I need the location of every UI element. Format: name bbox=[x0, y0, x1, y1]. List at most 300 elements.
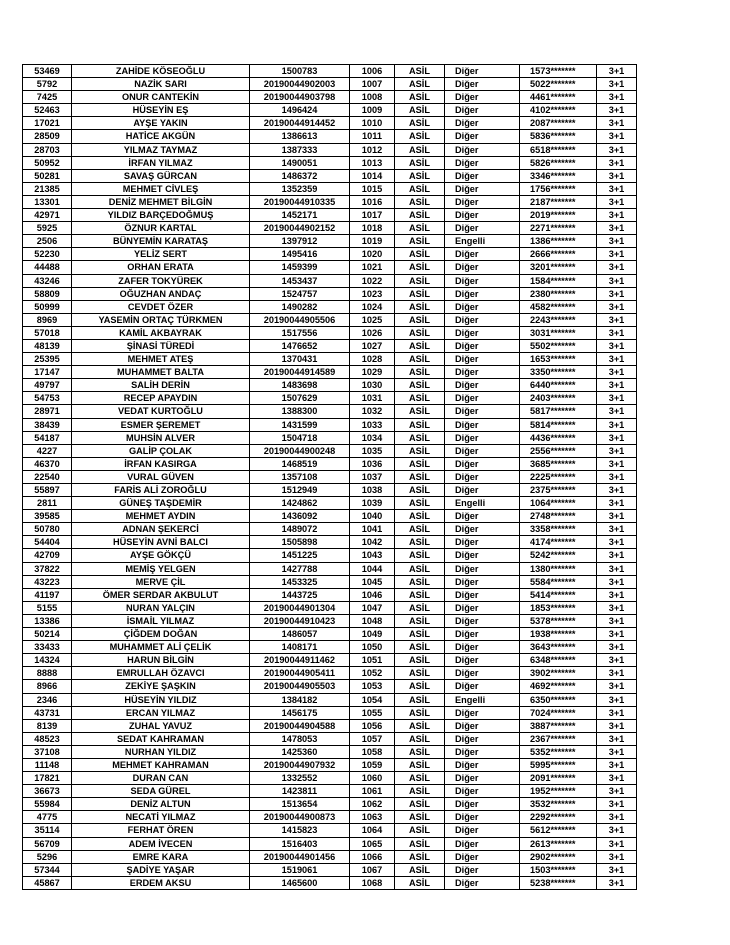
tc-no-cell: 2403******* bbox=[520, 392, 597, 405]
room-type-cell: 3+1 bbox=[597, 457, 637, 470]
table-row bbox=[23, 562, 637, 575]
name-cell: MEMİŞ YELGEN bbox=[72, 562, 250, 575]
name-cell: YELİZ SERT bbox=[72, 248, 250, 261]
table-row bbox=[23, 798, 637, 811]
room-type-cell: 3+1 bbox=[597, 601, 637, 614]
table-row bbox=[23, 65, 637, 78]
row-no-cell: 22540 bbox=[23, 470, 72, 483]
category-cell: Diğer bbox=[445, 65, 520, 78]
row-no-cell: 7425 bbox=[23, 91, 72, 104]
application-no-cell: 1431599 bbox=[250, 418, 350, 431]
status-cell: ASİL bbox=[395, 418, 445, 431]
row-no-cell: 43223 bbox=[23, 575, 72, 588]
table-row bbox=[23, 641, 637, 654]
name-cell: ZAFER TOKYÜREK bbox=[72, 274, 250, 287]
sira-no-cell: 1064 bbox=[350, 824, 395, 837]
name-cell: YILMAZ TAYMAZ bbox=[72, 143, 250, 156]
table-row bbox=[23, 182, 637, 195]
sira-no-cell: 1009 bbox=[350, 104, 395, 117]
row-no-cell: 54404 bbox=[23, 536, 72, 549]
application-no-cell: 1427788 bbox=[250, 562, 350, 575]
status-cell: ASİL bbox=[395, 641, 445, 654]
sira-no-cell: 1008 bbox=[350, 91, 395, 104]
row-no-cell: 5296 bbox=[23, 850, 72, 863]
sira-no-cell: 1049 bbox=[350, 628, 395, 641]
table-row bbox=[23, 549, 637, 562]
status-cell: ASİL bbox=[395, 824, 445, 837]
status-cell: ASİL bbox=[395, 431, 445, 444]
application-no-cell: 1495416 bbox=[250, 248, 350, 261]
name-cell: ŞADİYE YAŞAR bbox=[72, 863, 250, 876]
room-type-cell: 3+1 bbox=[597, 405, 637, 418]
name-cell: HARUN BİLGİN bbox=[72, 654, 250, 667]
status-cell: ASİL bbox=[395, 654, 445, 667]
row-no-cell: 8139 bbox=[23, 719, 72, 732]
tc-no-cell: 1952******* bbox=[520, 785, 597, 798]
room-type-cell: 3+1 bbox=[597, 130, 637, 143]
sira-no-cell: 1028 bbox=[350, 353, 395, 366]
room-type-cell: 3+1 bbox=[597, 510, 637, 523]
room-type-cell: 3+1 bbox=[597, 156, 637, 169]
status-cell: ASİL bbox=[395, 785, 445, 798]
status-cell: ASİL bbox=[395, 182, 445, 195]
application-no-cell: 1489072 bbox=[250, 523, 350, 536]
row-no-cell: 2811 bbox=[23, 497, 72, 510]
table-row bbox=[23, 693, 637, 706]
application-no-cell: 1490051 bbox=[250, 156, 350, 169]
sira-no-cell: 1061 bbox=[350, 785, 395, 798]
room-type-cell: 3+1 bbox=[597, 614, 637, 627]
tc-no-cell: 4582******* bbox=[520, 300, 597, 313]
application-no-cell: 1504718 bbox=[250, 431, 350, 444]
category-cell: Diğer bbox=[445, 444, 520, 457]
status-cell: ASİL bbox=[395, 104, 445, 117]
room-type-cell: 3+1 bbox=[597, 117, 637, 130]
status-cell: ASİL bbox=[395, 811, 445, 824]
application-no-cell: 20190044905503 bbox=[250, 680, 350, 693]
sira-no-cell: 1034 bbox=[350, 431, 395, 444]
name-cell: ZAHİDE KÖSEOĞLU bbox=[72, 65, 250, 78]
row-no-cell: 17021 bbox=[23, 117, 72, 130]
row-no-cell: 41197 bbox=[23, 588, 72, 601]
name-cell: HATİCE AKGÜN bbox=[72, 130, 250, 143]
application-no-cell: 1517556 bbox=[250, 326, 350, 339]
table-row bbox=[23, 654, 637, 667]
application-no-cell: 1456175 bbox=[250, 706, 350, 719]
category-cell: Diğer bbox=[445, 182, 520, 195]
room-type-cell: 3+1 bbox=[597, 431, 637, 444]
application-no-cell: 20190044905506 bbox=[250, 313, 350, 326]
table-row bbox=[23, 876, 637, 889]
application-no-cell: 1397912 bbox=[250, 235, 350, 248]
application-no-cell: 20190044902152 bbox=[250, 222, 350, 235]
room-type-cell: 3+1 bbox=[597, 444, 637, 457]
name-cell: YILDIZ BARÇEDOĞMUŞ bbox=[72, 209, 250, 222]
room-type-cell: 3+1 bbox=[597, 169, 637, 182]
application-no-cell: 20190044911462 bbox=[250, 654, 350, 667]
row-no-cell: 8969 bbox=[23, 313, 72, 326]
application-no-cell: 1408171 bbox=[250, 641, 350, 654]
table-row bbox=[23, 287, 637, 300]
room-type-cell: 3+1 bbox=[597, 91, 637, 104]
application-no-cell: 1519061 bbox=[250, 863, 350, 876]
application-no-cell: 20190044903798 bbox=[250, 91, 350, 104]
tc-no-cell: 5352******* bbox=[520, 745, 597, 758]
category-cell: Diğer bbox=[445, 457, 520, 470]
row-no-cell: 49797 bbox=[23, 379, 72, 392]
table-row bbox=[23, 785, 637, 798]
row-no-cell: 13386 bbox=[23, 614, 72, 627]
tc-no-cell: 3201******* bbox=[520, 261, 597, 274]
room-type-cell: 3+1 bbox=[597, 824, 637, 837]
category-cell: Diğer bbox=[445, 156, 520, 169]
row-no-cell: 17147 bbox=[23, 366, 72, 379]
room-type-cell: 3+1 bbox=[597, 772, 637, 785]
application-no-cell: 20190044907932 bbox=[250, 758, 350, 771]
row-no-cell: 46370 bbox=[23, 457, 72, 470]
room-type-cell: 3+1 bbox=[597, 863, 637, 876]
room-type-cell: 3+1 bbox=[597, 693, 637, 706]
status-cell: ASİL bbox=[395, 758, 445, 771]
application-no-cell: 1387333 bbox=[250, 143, 350, 156]
tc-no-cell: 5242******* bbox=[520, 549, 597, 562]
row-no-cell: 33433 bbox=[23, 641, 72, 654]
tc-no-cell: 1503******* bbox=[520, 863, 597, 876]
application-no-cell: 1516403 bbox=[250, 837, 350, 850]
tc-no-cell: 5238******* bbox=[520, 876, 597, 889]
sira-no-cell: 1027 bbox=[350, 339, 395, 352]
room-type-cell: 3+1 bbox=[597, 287, 637, 300]
application-no-cell: 1459399 bbox=[250, 261, 350, 274]
row-no-cell: 55897 bbox=[23, 484, 72, 497]
application-no-cell: 1496424 bbox=[250, 104, 350, 117]
table-row bbox=[23, 484, 637, 497]
sira-no-cell: 1037 bbox=[350, 470, 395, 483]
name-cell: AYŞE GÖKÇÜ bbox=[72, 549, 250, 562]
sira-no-cell: 1029 bbox=[350, 366, 395, 379]
category-cell: Diğer bbox=[445, 706, 520, 719]
row-no-cell: 4227 bbox=[23, 444, 72, 457]
name-cell: NAZİK SARI bbox=[72, 78, 250, 91]
application-no-cell: 1424862 bbox=[250, 497, 350, 510]
category-cell: Diğer bbox=[445, 313, 520, 326]
row-no-cell: 42971 bbox=[23, 209, 72, 222]
sira-no-cell: 1012 bbox=[350, 143, 395, 156]
application-no-cell: 1486372 bbox=[250, 169, 350, 182]
name-cell: RECEP APAYDIN bbox=[72, 392, 250, 405]
name-cell: SAVAŞ GÜRCAN bbox=[72, 169, 250, 182]
room-type-cell: 3+1 bbox=[597, 143, 637, 156]
status-cell: ASİL bbox=[395, 457, 445, 470]
status-cell: ASİL bbox=[395, 549, 445, 562]
table-row bbox=[23, 104, 637, 117]
status-cell: ASİL bbox=[395, 484, 445, 497]
row-no-cell: 8966 bbox=[23, 680, 72, 693]
row-no-cell: 28703 bbox=[23, 143, 72, 156]
category-cell: Diğer bbox=[445, 78, 520, 91]
row-no-cell: 54753 bbox=[23, 392, 72, 405]
tc-no-cell: 1756******* bbox=[520, 182, 597, 195]
row-no-cell: 13301 bbox=[23, 195, 72, 208]
category-cell: Diğer bbox=[445, 798, 520, 811]
row-no-cell: 5792 bbox=[23, 78, 72, 91]
tc-no-cell: 5584******* bbox=[520, 575, 597, 588]
application-no-cell: 20190044914589 bbox=[250, 366, 350, 379]
status-cell: ASİL bbox=[395, 379, 445, 392]
sira-no-cell: 1050 bbox=[350, 641, 395, 654]
category-cell: Diğer bbox=[445, 510, 520, 523]
status-cell: ASİL bbox=[395, 510, 445, 523]
tc-no-cell: 4102******* bbox=[520, 104, 597, 117]
category-cell: Diğer bbox=[445, 863, 520, 876]
sira-no-cell: 1020 bbox=[350, 248, 395, 261]
row-no-cell: 28509 bbox=[23, 130, 72, 143]
category-cell: Diğer bbox=[445, 785, 520, 798]
row-no-cell: 50999 bbox=[23, 300, 72, 313]
name-cell: ERDEM AKSU bbox=[72, 876, 250, 889]
category-cell: Diğer bbox=[445, 575, 520, 588]
row-no-cell: 52463 bbox=[23, 104, 72, 117]
row-no-cell: 8888 bbox=[23, 667, 72, 680]
room-type-cell: 3+1 bbox=[597, 261, 637, 274]
name-cell: EMRULLAH ÖZAVCI bbox=[72, 667, 250, 680]
category-cell: Diğer bbox=[445, 641, 520, 654]
sira-no-cell: 1058 bbox=[350, 745, 395, 758]
category-cell: Diğer bbox=[445, 195, 520, 208]
status-cell: ASİL bbox=[395, 601, 445, 614]
row-no-cell: 21385 bbox=[23, 182, 72, 195]
name-cell: ÖMER SERDAR AKBULUT bbox=[72, 588, 250, 601]
room-type-cell: 3+1 bbox=[597, 497, 637, 510]
room-type-cell: 3+1 bbox=[597, 523, 637, 536]
name-cell: DURAN CAN bbox=[72, 772, 250, 785]
results-table bbox=[22, 64, 637, 890]
room-type-cell: 3+1 bbox=[597, 366, 637, 379]
row-no-cell: 53469 bbox=[23, 65, 72, 78]
application-no-cell: 1465600 bbox=[250, 876, 350, 889]
row-no-cell: 48139 bbox=[23, 339, 72, 352]
status-cell: ASİL bbox=[395, 91, 445, 104]
category-cell: Diğer bbox=[445, 484, 520, 497]
row-no-cell: 4775 bbox=[23, 811, 72, 824]
category-cell: Diğer bbox=[445, 366, 520, 379]
category-cell: Diğer bbox=[445, 667, 520, 680]
row-no-cell: 43731 bbox=[23, 706, 72, 719]
status-cell: ASİL bbox=[395, 470, 445, 483]
room-type-cell: 3+1 bbox=[597, 719, 637, 732]
name-cell: CEVDET ÖZER bbox=[72, 300, 250, 313]
category-cell: Diğer bbox=[445, 418, 520, 431]
status-cell: ASİL bbox=[395, 876, 445, 889]
sira-no-cell: 1030 bbox=[350, 379, 395, 392]
application-no-cell: 1513654 bbox=[250, 798, 350, 811]
row-no-cell: 17821 bbox=[23, 772, 72, 785]
name-cell: VEDAT KURTOĞLU bbox=[72, 405, 250, 418]
application-no-cell: 1425360 bbox=[250, 745, 350, 758]
application-no-cell: 1500783 bbox=[250, 65, 350, 78]
table-row bbox=[23, 353, 637, 366]
table-row bbox=[23, 811, 637, 824]
application-no-cell: 1436092 bbox=[250, 510, 350, 523]
tc-no-cell: 3346******* bbox=[520, 169, 597, 182]
name-cell: VURAL GÜVEN bbox=[72, 470, 250, 483]
category-cell: Diğer bbox=[445, 680, 520, 693]
application-no-cell: 20190044900873 bbox=[250, 811, 350, 824]
table-row bbox=[23, 588, 637, 601]
name-cell: MEHMET CİVLEŞ bbox=[72, 182, 250, 195]
status-cell: ASİL bbox=[395, 156, 445, 169]
room-type-cell: 3+1 bbox=[597, 745, 637, 758]
application-no-cell: 20190044901456 bbox=[250, 850, 350, 863]
status-cell: ASİL bbox=[395, 300, 445, 313]
category-cell: Diğer bbox=[445, 536, 520, 549]
name-cell: OĞUZHAN ANDAÇ bbox=[72, 287, 250, 300]
row-no-cell: 50780 bbox=[23, 523, 72, 536]
name-cell: ZEKİYE ŞAŞKIN bbox=[72, 680, 250, 693]
status-cell: ASİL bbox=[395, 523, 445, 536]
table-row bbox=[23, 261, 637, 274]
row-no-cell: 11148 bbox=[23, 758, 72, 771]
table-row bbox=[23, 575, 637, 588]
application-no-cell: 1483698 bbox=[250, 379, 350, 392]
status-cell: ASİL bbox=[395, 667, 445, 680]
application-no-cell: 1388300 bbox=[250, 405, 350, 418]
room-type-cell: 3+1 bbox=[597, 785, 637, 798]
status-cell: ASİL bbox=[395, 798, 445, 811]
row-no-cell: 14324 bbox=[23, 654, 72, 667]
room-type-cell: 3+1 bbox=[597, 209, 637, 222]
sira-no-cell: 1062 bbox=[350, 798, 395, 811]
row-no-cell: 50281 bbox=[23, 169, 72, 182]
row-no-cell: 5155 bbox=[23, 601, 72, 614]
table-row bbox=[23, 392, 637, 405]
table-row bbox=[23, 824, 637, 837]
category-cell: Diğer bbox=[445, 562, 520, 575]
status-cell: ASİL bbox=[395, 209, 445, 222]
tc-no-cell: 1938******* bbox=[520, 628, 597, 641]
room-type-cell: 3+1 bbox=[597, 562, 637, 575]
name-cell: MEHMET KAHRAMAN bbox=[72, 758, 250, 771]
table-row bbox=[23, 837, 637, 850]
application-no-cell: 20190044902003 bbox=[250, 78, 350, 91]
name-cell: ORHAN ERATA bbox=[72, 261, 250, 274]
status-cell: ASİL bbox=[395, 562, 445, 575]
category-cell: Diğer bbox=[445, 209, 520, 222]
sira-no-cell: 1032 bbox=[350, 405, 395, 418]
table-row bbox=[23, 614, 637, 627]
table-row bbox=[23, 130, 637, 143]
status-cell: ASİL bbox=[395, 130, 445, 143]
room-type-cell: 3+1 bbox=[597, 641, 637, 654]
table-row bbox=[23, 313, 637, 326]
room-type-cell: 3+1 bbox=[597, 222, 637, 235]
sira-no-cell: 1042 bbox=[350, 536, 395, 549]
name-cell: FERHAT ÖREN bbox=[72, 824, 250, 837]
category-cell: Diğer bbox=[445, 470, 520, 483]
table-row bbox=[23, 758, 637, 771]
tc-no-cell: 5378******* bbox=[520, 614, 597, 627]
status-cell: ASİL bbox=[395, 693, 445, 706]
status-cell: ASİL bbox=[395, 313, 445, 326]
category-cell: Diğer bbox=[445, 614, 520, 627]
table-row bbox=[23, 444, 637, 457]
category-cell: Diğer bbox=[445, 222, 520, 235]
sira-no-cell: 1014 bbox=[350, 169, 395, 182]
sira-no-cell: 1068 bbox=[350, 876, 395, 889]
status-cell: ASİL bbox=[395, 444, 445, 457]
tc-no-cell: 2666******* bbox=[520, 248, 597, 261]
tc-no-cell: 6348******* bbox=[520, 654, 597, 667]
category-cell: Diğer bbox=[445, 824, 520, 837]
row-no-cell: 50952 bbox=[23, 156, 72, 169]
room-type-cell: 3+1 bbox=[597, 104, 637, 117]
application-no-cell: 20190044904588 bbox=[250, 719, 350, 732]
sira-no-cell: 1018 bbox=[350, 222, 395, 235]
status-cell: ASİL bbox=[395, 706, 445, 719]
sira-no-cell: 1006 bbox=[350, 65, 395, 78]
tc-no-cell: 5817******* bbox=[520, 405, 597, 418]
application-no-cell: 20190044905411 bbox=[250, 667, 350, 680]
row-no-cell: 5925 bbox=[23, 222, 72, 235]
row-no-cell: 25395 bbox=[23, 353, 72, 366]
tc-no-cell: 1386******* bbox=[520, 235, 597, 248]
category-cell: Diğer bbox=[445, 811, 520, 824]
sira-no-cell: 1015 bbox=[350, 182, 395, 195]
category-cell: Engelli bbox=[445, 497, 520, 510]
status-cell: ASİL bbox=[395, 326, 445, 339]
row-no-cell: 2346 bbox=[23, 693, 72, 706]
sira-no-cell: 1054 bbox=[350, 693, 395, 706]
table-row bbox=[23, 366, 637, 379]
room-type-cell: 3+1 bbox=[597, 876, 637, 889]
status-cell: ASİL bbox=[395, 837, 445, 850]
application-no-cell: 1478053 bbox=[250, 732, 350, 745]
status-cell: ASİL bbox=[395, 353, 445, 366]
name-cell: ŞİNASİ TÜREDİ bbox=[72, 339, 250, 352]
name-cell: İRFAN YILMAZ bbox=[72, 156, 250, 169]
category-cell: Diğer bbox=[445, 91, 520, 104]
room-type-cell: 3+1 bbox=[597, 732, 637, 745]
status-cell: ASİL bbox=[395, 772, 445, 785]
name-cell: MUHAMMET BALTA bbox=[72, 366, 250, 379]
category-cell: Diğer bbox=[445, 758, 520, 771]
table-row bbox=[23, 628, 637, 641]
table-row bbox=[23, 497, 637, 510]
tc-no-cell: 6440******* bbox=[520, 379, 597, 392]
category-cell: Diğer bbox=[445, 143, 520, 156]
name-cell: NECATİ YILMAZ bbox=[72, 811, 250, 824]
name-cell: GALİP ÇOLAK bbox=[72, 444, 250, 457]
sira-no-cell: 1016 bbox=[350, 195, 395, 208]
name-cell: MUHSİN ALVER bbox=[72, 431, 250, 444]
status-cell: ASİL bbox=[395, 575, 445, 588]
room-type-cell: 3+1 bbox=[597, 313, 637, 326]
tc-no-cell: 5814******* bbox=[520, 418, 597, 431]
table-row bbox=[23, 863, 637, 876]
application-no-cell: 1490282 bbox=[250, 300, 350, 313]
sira-no-cell: 1055 bbox=[350, 706, 395, 719]
application-no-cell: 1443725 bbox=[250, 588, 350, 601]
sira-no-cell: 1023 bbox=[350, 287, 395, 300]
tc-no-cell: 4436******* bbox=[520, 431, 597, 444]
table-row bbox=[23, 405, 637, 418]
room-type-cell: 3+1 bbox=[597, 588, 637, 601]
status-cell: ASİL bbox=[395, 392, 445, 405]
tc-no-cell: 1380******* bbox=[520, 562, 597, 575]
sira-no-cell: 1063 bbox=[350, 811, 395, 824]
tc-no-cell: 5995******* bbox=[520, 758, 597, 771]
row-no-cell: 35114 bbox=[23, 824, 72, 837]
